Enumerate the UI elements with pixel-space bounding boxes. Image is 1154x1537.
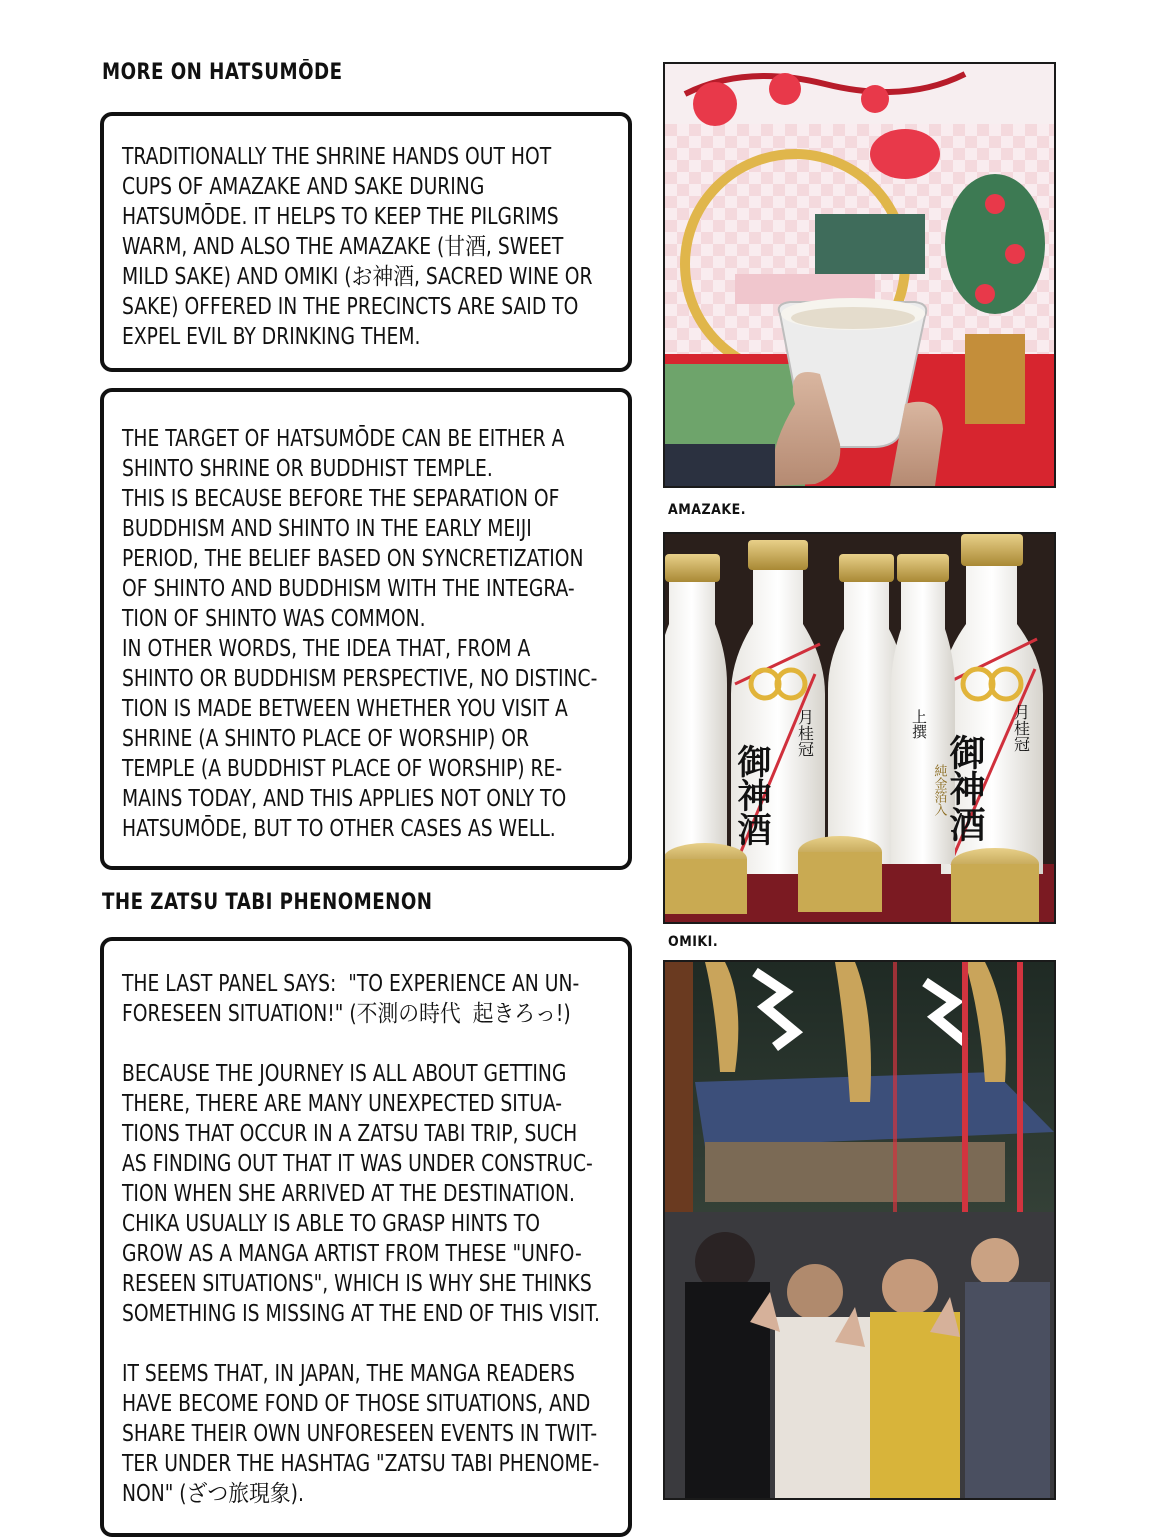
text-box-shrine-temple (100, 388, 632, 870)
heading-more-on-hatsumode: MORE ON HATSUMŌDE (102, 60, 343, 85)
omiki-label-grade: 上撰 (910, 709, 928, 739)
caption-omiki: OMIKI. (668, 934, 719, 950)
photo-omiki (663, 532, 1056, 924)
omiki-label-main-2: 御神酒 (944, 734, 986, 842)
heading-zatsu-tabi-phenomenon: THE ZATSU TABI PHENOMENON (102, 890, 433, 915)
text-box-zatsu-tabi-body: THE LAST PANEL SAYS: "TO EXPERIENCE AN UN- FORESEEN SITUATION!" (不測の時代 起きろっ!) BECAUSE THE JOURNEY IS ALL ABOUT GETTING THERE, THERE ARE MANY UNEXPECTED SITUA- TIONS THAT OCCUR IN A ZATSU TABI TRIP, SUCH AS FINDING OUT THAT IT WAS UNDER CONSTRUC- TION WHEN SHE ARRIVED AT THE DESTINATION. CHIKA USUALLY IS ABLE TO GRASP HINTS TO GROW AS A MANGA ARTIST FROM THESE "UNFO- RESEEN SITUATIONS", WHICH IS WHY SHE THINKS SOMETHING IS MISSING AT THE END OF THIS VISIT. IT SEEMS THAT, IN JAPAN, THE MANGA READERS HAVE BECOME FOND OF THOSE SITUATIONS, AND SHARE THEIR OWN UNFORESEEN EVENTS IN TWIT- TER UNDER THE HASHTAG "ZATSU TABI PHENOME- NON" (ざつ旅現象). (122, 971, 600, 1507)
omiki-label-gold: 純金箔入 (931, 764, 947, 816)
photo-shrine-worshippers (663, 960, 1056, 1500)
text-box-shrine-temple-body: THE TARGET OF HATSUMŌDE CAN BE EITHER A SHINTO SHRINE OR BUDDHIST TEMPLE. THIS IS BECAUSE BEFORE THE SEPARATION OF BUDDHISM AND SHINTO IN THE EARLY MEIJI PERIOD, THE BELIEF BASED ON SYNCRETIZATION OF SHINTO AND BUDDHISM WITH THE INTEGRA- TION OF SHINTO WAS COMMON. IN OTHER WORDS, THE IDEA THAT, FROM A SHINTO OR BUDDHISM PERSPECTIVE, NO DISTINC- TION IS MADE BETWEEN WHETHER YOU VISIT A SHRINE (A SHINTO PLACE OF WORSHIP) OR TEMPLE (A BUDDHIST PLACE OF WORSHIP) RE- MAINS TODAY, AND THIS APPLIES NOT ONLY TO HATSUMŌDE, BUT TO OTHER CASES AS WELL. (122, 426, 598, 842)
text-box-amazake-body: TRADITIONALLY THE SHRINE HANDS OUT HOT CUPS OF AMAZAKE AND SAKE DURING HATSUMŌDE. IT HELPS TO KEEP THE PILGRIMS WARM, AND ALSO THE AMAZAKE (甘酒, SWEET MILD SAKE) AND OMIKI (お神酒, SACRED WINE OR SAKE) OFFERED IN THE PRECINCTS ARE SAID TO EXPEL EVIL BY DRINKING THEM. (122, 144, 593, 350)
text-box-amazake (100, 112, 632, 372)
photo-amazake (663, 62, 1056, 488)
omiki-label-brand: 月桂冠 (795, 709, 815, 757)
text-box-zatsu-tabi (100, 937, 632, 1537)
omiki-label-brand-2: 月桂冠 (1011, 704, 1031, 752)
caption-amazake: AMAZAKE. (668, 502, 747, 518)
omiki-label-main: 御神酒 (731, 744, 771, 846)
